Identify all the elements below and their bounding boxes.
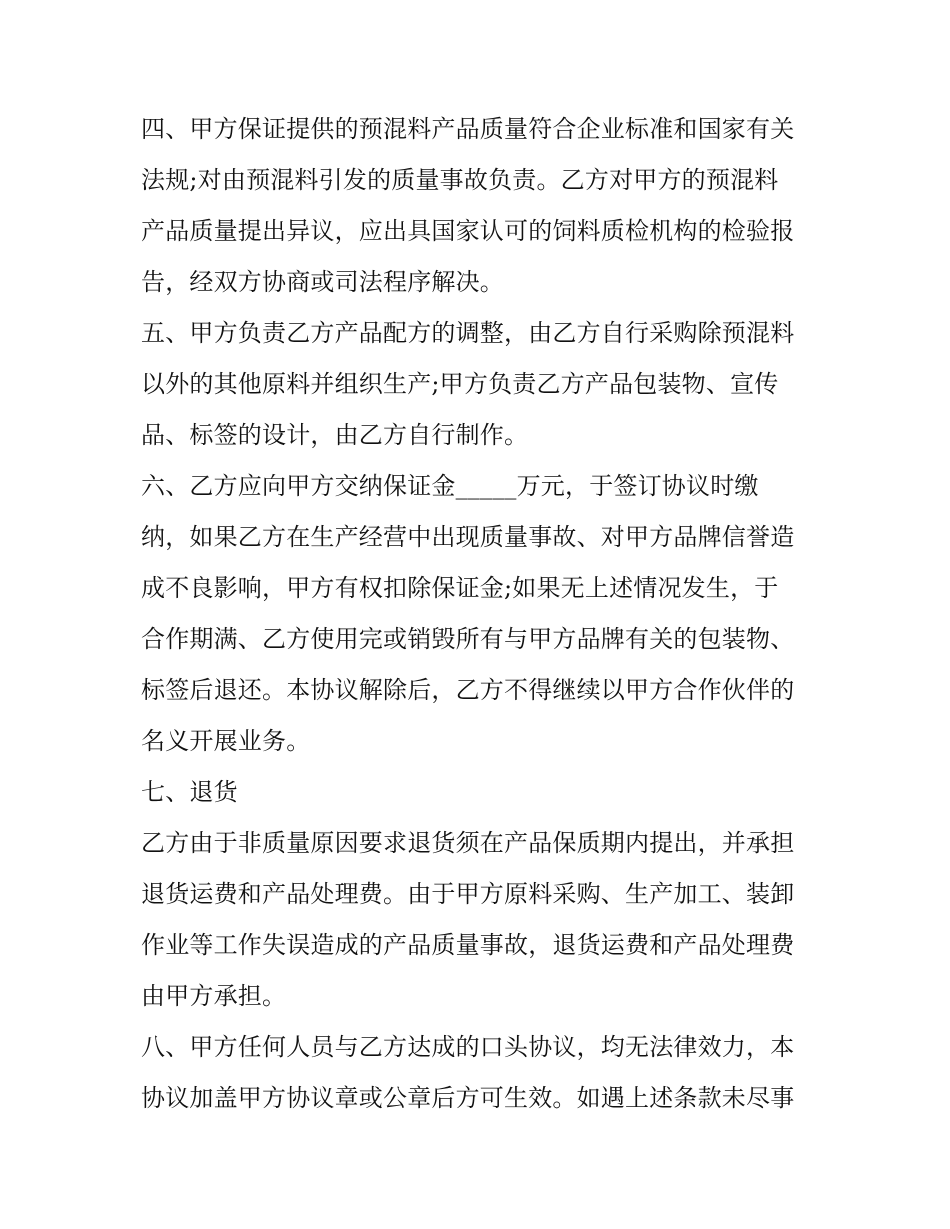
text-line: 六、乙方应向甲方交纳保证金_____万元，于签订协议时缴: [141, 472, 759, 500]
text-line: 合作期满、乙方使用完或销毁所有与甲方品牌有关的包装物、: [141, 625, 795, 653]
text-line: 名义开展业务。: [141, 727, 311, 755]
text-line: 协议加盖甲方协议章或公章后方可生效。如遇上述条款未尽事: [141, 1084, 795, 1112]
text-line: 四、甲方保证提供的预混料产品质量符合企业标准和国家有关: [141, 115, 795, 143]
text-line: 乙方由于非质量原因要求退货须在产品保质期内提出，并承担: [141, 829, 795, 857]
text-line: 告，经双方协商或司法程序解决。: [141, 268, 504, 296]
text-line: 五、甲方负责乙方产品配方的调整，由乙方自行采购除预混料: [141, 319, 795, 347]
text-line: 由甲方承担。: [141, 982, 287, 1010]
text-line: 产品质量提出异议，应出具国家认可的饲料质检机构的检验报: [141, 217, 795, 245]
text-line: 作业等工作失误造成的产品质量事故，退货运费和产品处理费: [141, 931, 795, 959]
document-body: [141, 104, 813, 1124]
text-line: 法规;对由预混料引发的质量事故负责。乙方对甲方的预混料: [141, 166, 779, 194]
section-heading: 七、退货: [141, 778, 238, 806]
text-line: 标签后退还。本协议解除后，乙方不得继续以甲方合作伙伴的: [141, 676, 795, 704]
text-line: 成不良影响，甲方有权扣除保证金;如果无上述情况发生，于: [141, 574, 779, 602]
text-line: 退货运费和产品处理费。由于甲方原料采购、生产加工、装卸: [141, 880, 795, 908]
text-line: 八、甲方任何人员与乙方达成的口头协议，均无法律效力，本: [141, 1033, 795, 1061]
text-line: 纳，如果乙方在生产经营中出现质量事故、对甲方品牌信誉造: [141, 523, 795, 551]
text-line: 品、标签的设计，由乙方自行制作。: [141, 421, 529, 449]
text-line: 以外的其他原料并组织生产;甲方负责乙方产品包装物、宣传: [141, 370, 779, 398]
